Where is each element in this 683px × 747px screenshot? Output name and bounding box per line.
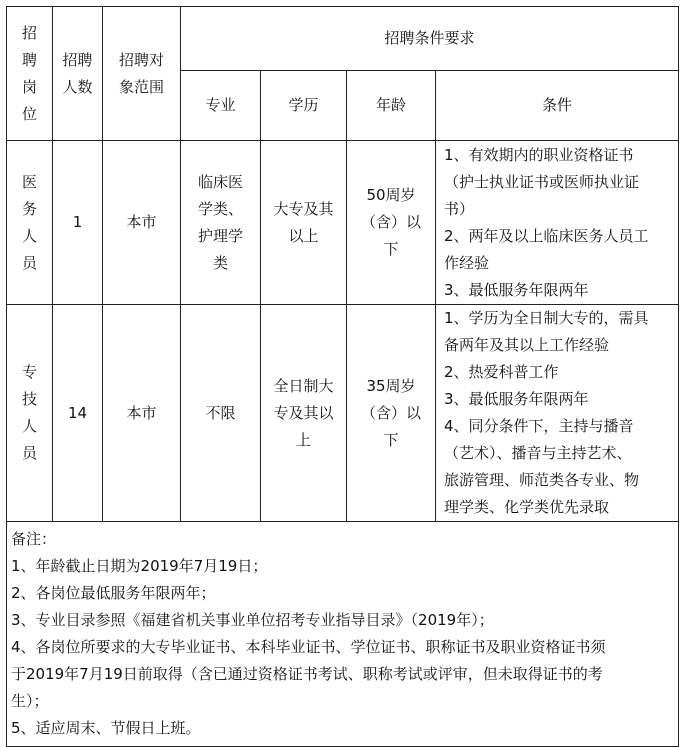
header-age: 年龄 [347, 71, 436, 141]
list-line: 书） [444, 199, 475, 218]
row-position-text [7, 169, 52, 277]
text-line: 不限 [205, 403, 236, 422]
list-line: 2、各岗位最低服务年限两年； [11, 584, 216, 602]
row-education-text [261, 373, 346, 454]
header-education: 学历 [261, 71, 347, 141]
text-line: 以上 [288, 226, 319, 245]
header-conditions: 条件 [436, 71, 679, 141]
row-education [261, 305, 347, 522]
list-line: 4、同分条件下，主持与播音 [444, 417, 634, 435]
text-line: 招 [21, 23, 37, 42]
row-age-text [347, 373, 435, 454]
list-line: 作经验 [444, 253, 490, 272]
header-scope-text [103, 47, 180, 101]
list-line: （护士执业证书或医师执业证 [444, 172, 640, 191]
text-line: 人 [21, 417, 37, 435]
list-line: 3、最低服务年限两年 [444, 390, 589, 408]
row-conditions [436, 141, 679, 305]
text-line: 员 [21, 444, 37, 462]
text-line: （含）以 [360, 213, 421, 231]
text-line: 专及其以 [273, 403, 334, 422]
text-line: 护理学 [197, 226, 243, 245]
row-education-text [261, 196, 346, 250]
list-line: 4、各岗位所要求的大专毕业证书、本科毕业证书、学位证书、职称证书及职业资格证书须 [11, 638, 606, 656]
header-count-text [53, 47, 102, 101]
text-line: （含）以 [360, 403, 421, 422]
text-line: 临床医 [197, 172, 243, 191]
list-line: 2、两年及以上临床医务人员工 [444, 226, 649, 245]
text-line: 人数 [62, 77, 93, 96]
list-line: 1、有效期内的职业资格证书 [444, 145, 634, 164]
text-line: 全日制大 [273, 376, 334, 395]
row-age [347, 305, 436, 522]
text-line: 学类、 [197, 199, 243, 218]
table-row-technical [7, 305, 679, 522]
text-line: 人 [21, 226, 37, 245]
text-line: 下 [383, 430, 399, 449]
text-line: 聘 [21, 50, 37, 69]
row-scope: 本市 [103, 141, 181, 305]
row-conditions [436, 305, 679, 522]
list-line: 1、学历为全日制大专的，需具 [444, 309, 649, 327]
list-line: 3、最低服务年限两年 [444, 280, 589, 299]
text-line: 50周岁 [366, 186, 416, 204]
row-major-text [181, 169, 260, 277]
header-row-top [7, 7, 679, 71]
row-conditions-list [444, 142, 670, 304]
text-line: 大专及其 [273, 199, 334, 218]
header-major: 专业 [181, 71, 261, 141]
row-count: 1 [53, 141, 103, 305]
list-line: 1、年龄截止日期为2019年7月19日； [11, 557, 268, 575]
text-line: 专 [21, 363, 37, 381]
row-position [7, 305, 53, 522]
list-line: 旅游管理、师范类各专业、物 [444, 471, 640, 489]
text-line: 岗 [21, 77, 37, 96]
text-line: 类 [212, 253, 228, 272]
text-line: 象范围 [118, 77, 164, 96]
header-requirements: 招聘条件要求 [181, 7, 679, 71]
text-line: 35周岁 [366, 376, 416, 395]
list-line: 生）； [11, 692, 49, 710]
table-row-medical [7, 141, 679, 305]
list-line: 理学类、化学类优先录取 [444, 498, 610, 516]
row-major [181, 141, 261, 305]
notes-row [7, 522, 679, 747]
notes-list [11, 526, 672, 742]
row-position-text [7, 359, 52, 467]
row-count: 14 [53, 305, 103, 522]
list-line: 于2019年7月19日前取得（含已通过资格证书考试、职称考试或评审，但未取得证书的考 [11, 665, 603, 683]
header-position-text [7, 20, 52, 128]
text-line: 务 [21, 199, 37, 218]
text-line: 招聘 [62, 50, 93, 69]
list-line: 2、热爱科普工作 [444, 363, 559, 381]
text-line: 员 [21, 253, 37, 272]
header-count [53, 7, 103, 141]
text-line: 上 [295, 430, 311, 449]
recruitment-table [6, 6, 679, 747]
text-line: 位 [21, 104, 37, 123]
notes-cell [7, 522, 679, 747]
list-line: 5、适应周末、节假日上班。 [11, 719, 201, 737]
row-age-text [347, 182, 435, 263]
row-major-text [181, 400, 260, 427]
list-line: 备注： [11, 530, 57, 548]
row-major [181, 305, 261, 522]
header-position [7, 7, 53, 141]
row-position [7, 141, 53, 305]
row-scope: 本市 [103, 305, 181, 522]
text-line: 下 [383, 240, 399, 258]
text-line: 医 [21, 172, 37, 191]
row-age [347, 141, 436, 305]
list-line: （艺术）、播音与主持艺术、 [444, 444, 632, 462]
list-line: 备两年及其以上工作经验 [444, 336, 610, 354]
list-line: 3、专业目录参照《福建省机关事业单位招考专业指导目录》（2019年）； [11, 611, 494, 629]
header-scope [103, 7, 181, 141]
row-conditions-list [444, 305, 670, 521]
row-education [261, 141, 347, 305]
text-line: 技 [21, 390, 37, 408]
text-line: 招聘对 [118, 50, 164, 69]
